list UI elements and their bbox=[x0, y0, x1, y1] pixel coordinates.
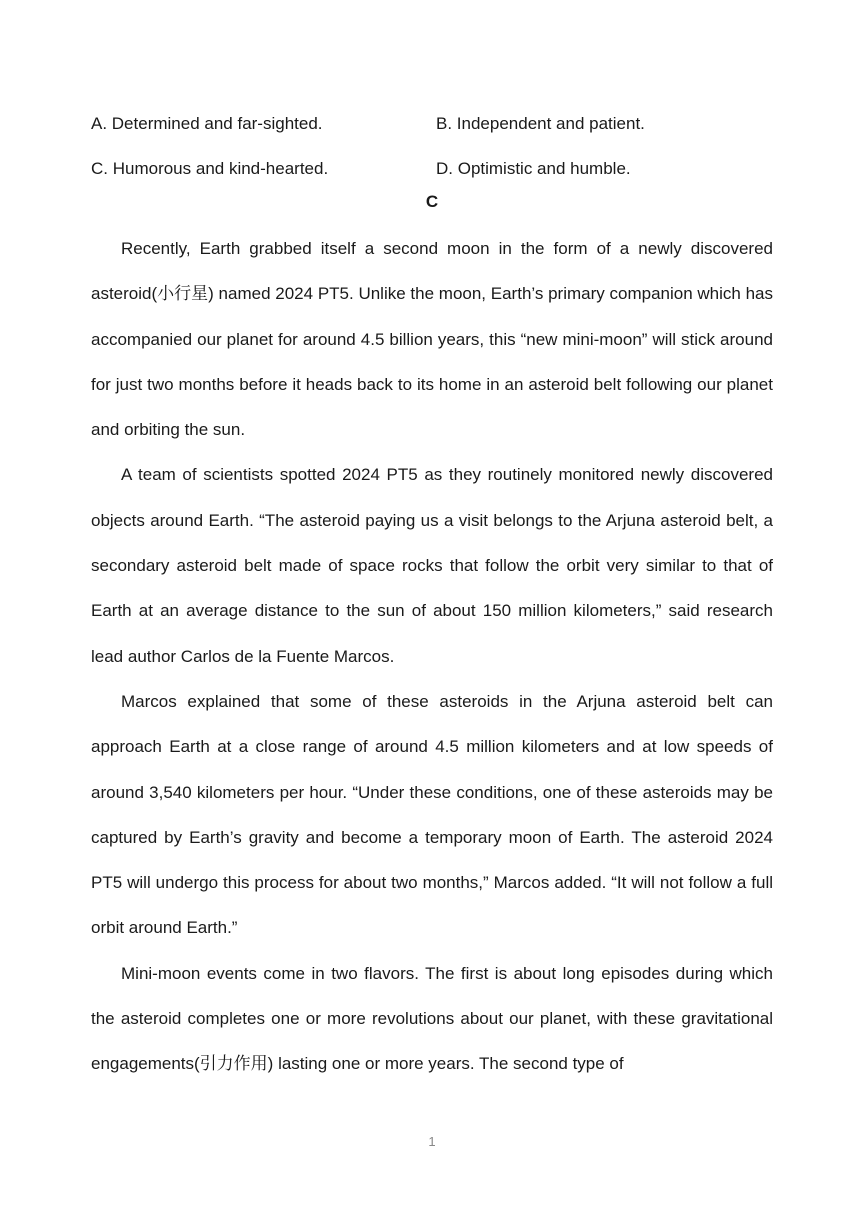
section-heading: C bbox=[425, 192, 439, 211]
paragraph-3: Marcos explained that some of these asteroids in the Arjuna asteroid belt can approach Earth at a close range of around 4.5 million kilometers and at low speeds of around 3,540 kilometers per hour. “Under these conditions, one of these asteroids may be captured by Earth’s gravity and become a temporary moon of Earth. The asteroid 2024 PT5 will undergo this process for about two months,” Marcos added. “It will not follow a full orbit around Earth.” bbox=[91, 691, 773, 938]
option-a: A. Determined and far-sighted. bbox=[91, 113, 323, 133]
paragraph-2: A team of scientists spotted 2024 PT5 as they routinely monitored newly discovered objects around Earth. “The asteroid paying us a visit belongs to the Arjuna asteroid belt, a secondary asteroid belt made of space rocks that follow the orbit very similar to that of Earth at an average distance to the sun of about 150 million kilometers,” said research lead author Carlos de la Fuente Marcos. bbox=[91, 465, 773, 666]
option-d: D. Optimistic and humble. bbox=[436, 158, 631, 178]
options-row-1 bbox=[91, 101, 781, 146]
paragraph-1: Recently, Earth grabbed itself a second moon in the form of a newly discovered asteroid(小行星) named 2024 PT5. Unlike the moon, Earth’s primary companion which has accompanied our planet for around 4.5 billion years, this “new mini-moon” will stick around for just two months before it heads back to its home in an asteroid belt following our planet and orbiting the sun. bbox=[91, 239, 773, 440]
article-body bbox=[91, 226, 773, 1087]
answer-options bbox=[91, 101, 781, 191]
options-row-2 bbox=[91, 146, 781, 191]
paragraph-4: Mini-moon events come in two flavors. The first is about long episodes during which the asteroid completes one or more revolutions about our planet, with these gravitational engagements(引力作用) lasting one or more years. The second type of bbox=[91, 963, 773, 1074]
page-number: 1 bbox=[428, 1134, 436, 1149]
option-c: C. Humorous and kind-hearted. bbox=[91, 158, 329, 178]
option-b: B. Independent and patient. bbox=[436, 113, 645, 133]
